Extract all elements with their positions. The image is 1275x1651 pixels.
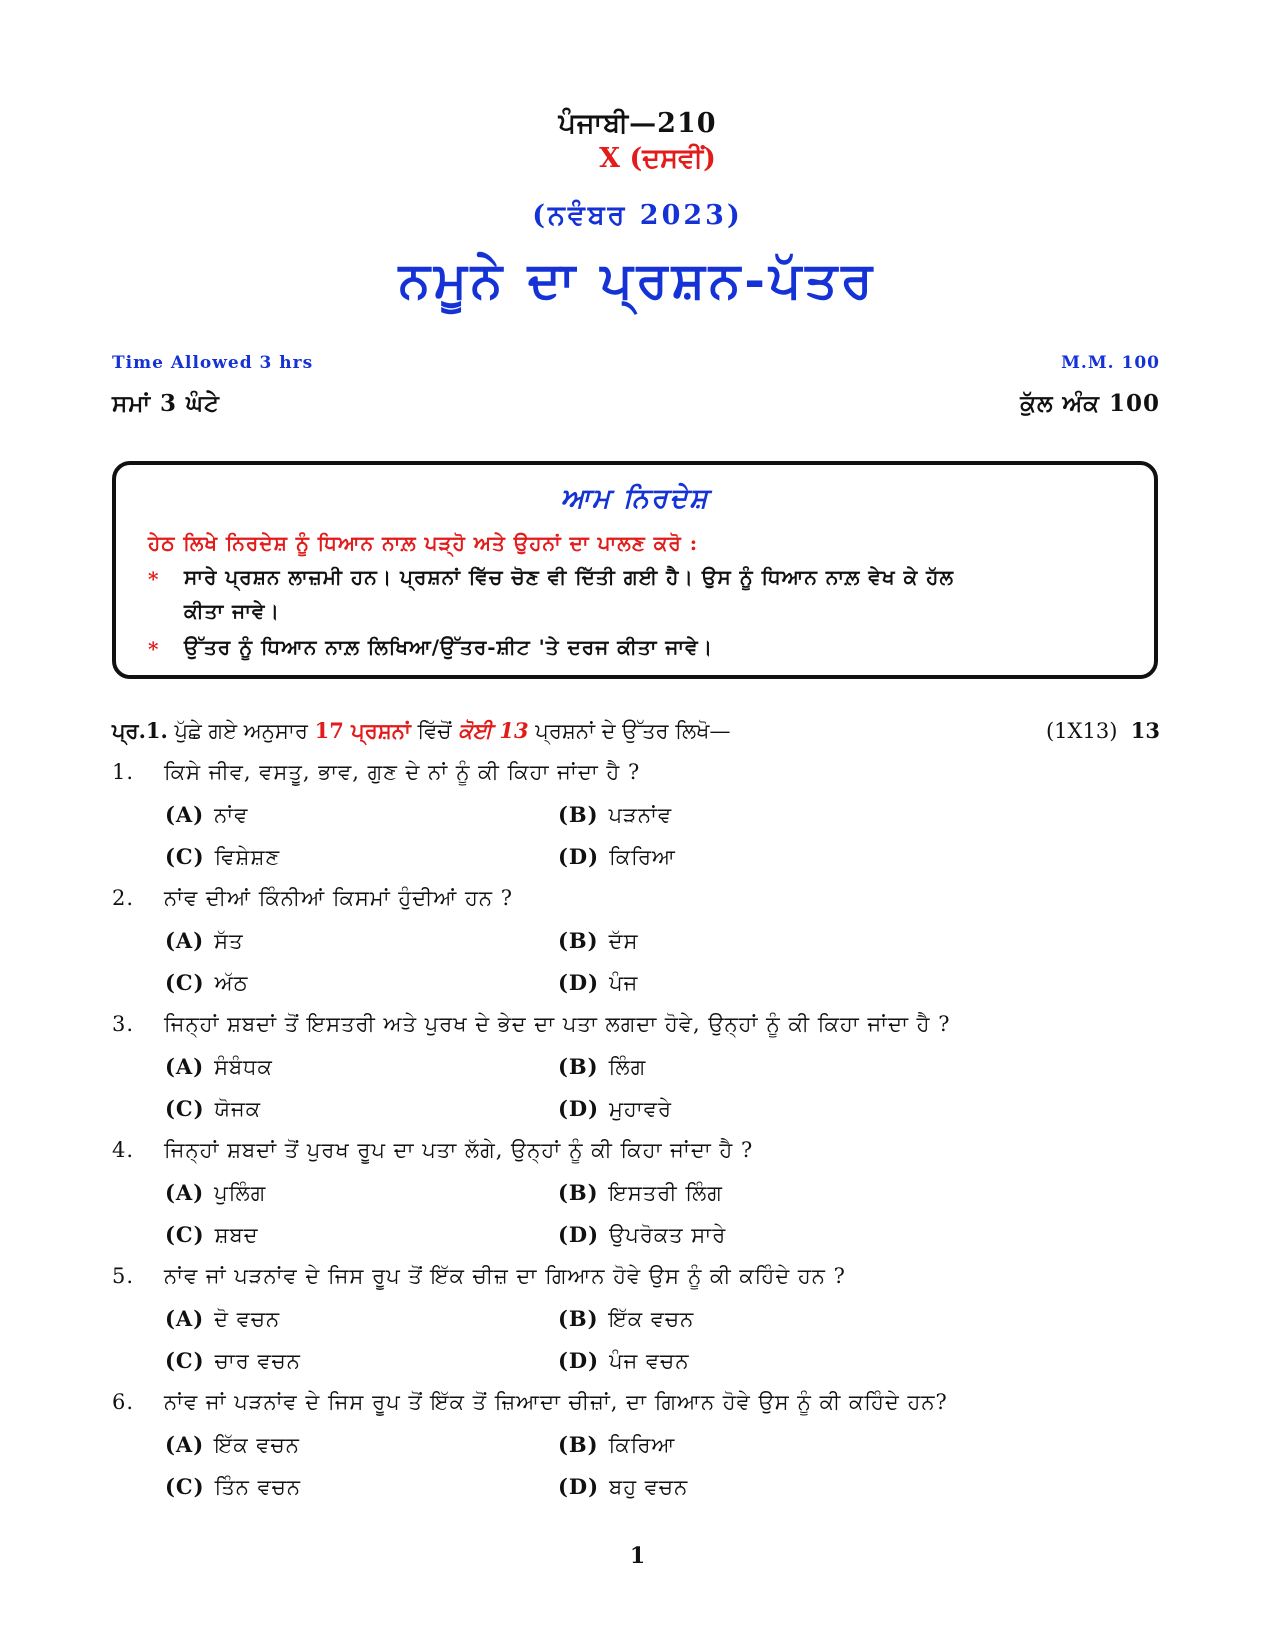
option-text: ਸ਼ਬਦ	[214, 1223, 259, 1247]
question-number: 2.	[112, 886, 135, 910]
option-d	[558, 1096, 672, 1122]
option-text: ਕਿਰਿਆ	[609, 845, 676, 869]
option-text: ਲਿੰਗ	[608, 1055, 647, 1079]
section-text-b: ਵਿੱਚੋਂ	[417, 719, 452, 743]
option-text: ਇੱਕ ਵਚਨ	[214, 1433, 300, 1457]
option-text: ਦੱਸ	[608, 929, 639, 953]
question-2	[112, 886, 513, 911]
bullet-icon: *	[148, 637, 159, 661]
option-b	[558, 1054, 646, 1080]
option-text: ਸੰਬੰਧਕ	[214, 1055, 273, 1079]
option-label: (D)	[558, 844, 600, 869]
option-c	[165, 1096, 261, 1122]
option-text: ਅੱਠ	[214, 971, 249, 995]
option-label: (A)	[165, 1180, 205, 1205]
session-label: (ਨਵੰਬਰ 2023)	[532, 200, 743, 231]
question-1	[112, 760, 640, 785]
question-number: 4.	[112, 1138, 135, 1162]
option-label: (C)	[165, 844, 205, 869]
question-4	[112, 1138, 753, 1163]
section-highlight-choice: ਕੋਈ 13	[458, 718, 529, 743]
option-text: ਪੰਜ ਵਚਨ	[609, 1349, 690, 1373]
option-a	[165, 1054, 273, 1080]
option-a	[165, 1432, 300, 1458]
instruction-item-1-line-1: ਸਾਰੇ ਪ੍ਰਸ਼ਨ ਲਾਜ਼ਮੀ ਹਨ। ਪ੍ਰਸ਼ਨਾਂ ਵਿੱਚ ਚੋਣ ਵੀ ਦਿੱਤੀ ਗਈ ਹੈ। ਉਸ ਨੂੰ ਧਿਆਨ ਨਾਲ਼ ਵੇਖ ਕੇ ਹੱਲ	[184, 565, 954, 589]
option-label: (A)	[165, 928, 205, 953]
bullet-icon: *	[148, 567, 159, 591]
option-label: (A)	[165, 802, 205, 827]
option-text: ਮੁਹਾਵਰੇ	[609, 1097, 672, 1121]
section-highlight-count: 17 ਪ੍ਰਸ਼ਨਾਂ	[314, 718, 411, 743]
section-text-c: ਪ੍ਰਸ਼ਨਾਂ ਦੇ ਉੱਤਰ ਲਿਖੋ—	[535, 719, 731, 743]
option-b	[558, 1180, 723, 1206]
option-a	[165, 1306, 280, 1332]
option-b	[558, 1306, 694, 1332]
page-title: ਨਮੂਨੇ ਦਾ ਪ੍ਰਸ਼ਨ-ਪੱਤਰ	[398, 250, 877, 309]
option-label: (C)	[165, 1222, 205, 1247]
question-text: ਜਿਨ੍ਹਾਂ ਸ਼ਬਦਾਂ ਤੋਂ ਪੁਰਖ ਰੂਪ ਦਾ ਪਤਾ ਲੱਗੇ, ਉਨ੍ਹਾਂ ਨੂੰ ਕੀ ਕਿਹਾ ਜਾਂਦਾ ਹੈ ?	[164, 1138, 754, 1162]
option-text: ਕਿਰਿਆ	[608, 1433, 676, 1457]
option-b	[558, 1432, 675, 1458]
option-d	[558, 1222, 726, 1248]
section-text-a: ਪੁੱਛੇ ਗਏ ਅਨੁਸਾਰ	[174, 719, 308, 743]
option-c	[165, 1222, 259, 1248]
question-text: ਨਾਂਵ ਜਾਂ ਪੜਨਾਂਵ ਦੇ ਜਿਸ ਰੂਪ ਤੋਂ ਇੱਕ ਤੋਂ ਜ਼ਿਆਦਾ ਚੀਜ਼ਾਂ, ਦਾ ਗਿਆਨ ਹੋਵੇ ਉਸ ਨੂੰ ਕੀ ਕਹਿੰਦੇ ਹਨ?	[164, 1390, 948, 1414]
instruction-item-2: ਉੱਤਰ ਨੂੰ ਧਿਆਨ ਨਾਲ਼ ਲਿਖਿਆ/ਉੱਤਰ-ਸ਼ੀਟ 'ਤੇ ਦਰਜ ਕੀਤਾ ਜਾਵੇ।	[184, 635, 714, 659]
option-text: ਵਿਸ਼ੇਸ਼ਣ	[214, 845, 281, 869]
option-d	[558, 970, 638, 996]
option-d	[558, 1474, 688, 1500]
option-text: ਪੁਲਿੰਗ	[214, 1181, 267, 1205]
instructions-intro: ਹੇਠ ਲਿਖੇ ਨਿਰਦੇਸ਼ ਨੂੰ ਧਿਆਨ ਨਾਲ਼ ਪੜ੍ਹੋ ਅਤੇ ਉਹਨਾਂ ਦਾ ਪਾਲਣ ਕਰੋ :	[148, 531, 699, 555]
option-b	[558, 802, 672, 828]
option-label: (B)	[558, 928, 599, 953]
page-number: 1	[629, 1543, 646, 1569]
option-b	[558, 928, 639, 954]
question-3	[112, 1012, 951, 1037]
time-allowed-en: Time Allowed 3 hrs	[112, 353, 314, 373]
option-a	[165, 928, 244, 954]
option-label: (D)	[558, 1474, 600, 1499]
option-text: ਇਸਤਰੀ ਲਿੰਗ	[608, 1181, 723, 1205]
instruction-item-1-line-2: ਕੀਤਾ ਜਾਵੇ।	[184, 599, 280, 623]
question-text: ਕਿਸੇ ਜੀਵ, ਵਸਤੂ, ਭਾਵ, ਗੁਣ ਦੇ ਨਾਂ ਨੂੰ ਕੀ ਕਿਹਾ ਜਾਂਦਾ ਹੈ ?	[164, 760, 641, 784]
option-a	[165, 802, 248, 828]
option-label: (C)	[165, 1096, 205, 1121]
section-marks	[1046, 718, 1160, 743]
option-c	[165, 1474, 301, 1500]
option-label: (B)	[558, 1054, 599, 1079]
option-d	[558, 844, 676, 870]
option-d	[558, 1348, 689, 1374]
option-c	[165, 970, 248, 996]
option-label: (C)	[165, 1474, 205, 1499]
option-label: (B)	[558, 1180, 599, 1205]
section-label: ਪ੍ਰ.1.	[112, 718, 168, 743]
question-text: ਨਾਂਵ ਦੀਆਂ ਕਿੰਨੀਆਂ ਕਿਸਮਾਂ ਹੁੰਦੀਆਂ ਹਨ ?	[164, 886, 513, 910]
option-text: ਨਾਂਵ	[214, 803, 249, 827]
option-text: ਪੜਨਾਂਵ	[608, 803, 673, 827]
option-text: ਦੋ ਵਚਨ	[214, 1307, 281, 1331]
question-text: ਜਿਨ੍ਹਾਂ ਸ਼ਬਦਾਂ ਤੋਂ ਇਸਤਰੀ ਅਤੇ ਪੁਰਖ ਦੇ ਭੇਦ ਦਾ ਪਤਾ ਲਗਦਾ ਹੋਵੇ, ਉਨ੍ਹਾਂ ਨੂੰ ਕੀ ਕਿਹਾ ਜਾਂਦਾ ਹੈ ?	[164, 1012, 951, 1036]
option-label: (A)	[165, 1054, 205, 1079]
option-c	[165, 1348, 301, 1374]
max-marks-en: M.M. 100	[1061, 353, 1160, 373]
option-label: (A)	[165, 1432, 205, 1457]
class-label: X (ਦਸਵੀਂ)	[599, 143, 716, 174]
option-c	[165, 844, 280, 870]
max-marks-pa: ਕੁੱਲ ਅੰਕ 100	[1020, 390, 1160, 417]
option-text: ਉਪਰੋਕਤ ਸਾਰੇ	[609, 1223, 727, 1247]
section-marks-total: 13	[1130, 718, 1160, 743]
option-text: ਬਹੁ ਵਚਨ	[609, 1475, 689, 1499]
question-number: 6.	[112, 1390, 135, 1414]
option-text: ਪੰਜ	[609, 971, 639, 995]
option-text: ਇੱਕ ਵਚਨ	[608, 1307, 695, 1331]
option-label: (D)	[558, 970, 600, 995]
option-text: ਸੱਤ	[214, 929, 244, 953]
option-a	[165, 1180, 266, 1206]
time-allowed-pa: ਸਮਾਂ 3 ਘੰਟੇ	[112, 390, 220, 417]
question-5	[112, 1264, 846, 1289]
option-label: (D)	[558, 1348, 600, 1373]
option-label: (B)	[558, 1306, 599, 1331]
option-label: (D)	[558, 1096, 600, 1121]
question-number: 1.	[112, 760, 135, 784]
question-number: 3.	[112, 1012, 135, 1036]
option-label: (C)	[165, 1348, 205, 1373]
option-text: ਯੋਜਕ	[214, 1097, 262, 1121]
option-label: (C)	[165, 970, 205, 995]
option-text: ਚਾਰ ਵਚਨ	[214, 1349, 301, 1373]
question-number: 5.	[112, 1264, 135, 1288]
instructions-title: ਆਮ ਨਿਰਦੇਸ਼	[560, 483, 710, 514]
subject-code: ਪੰਜਾਬੀ—210	[558, 108, 717, 139]
instructions-box	[112, 461, 1158, 679]
section-heading	[112, 718, 1160, 744]
question-text: ਨਾਂਵ ਜਾਂ ਪੜਨਾਂਵ ਦੇ ਜਿਸ ਰੂਪ ਤੋਂ ਇੱਕ ਚੀਜ਼ ਦਾ ਗਿਆਨ ਹੋਵੇ ਉਸ ਨੂੰ ਕੀ ਕਹਿੰਦੇ ਹਨ ?	[164, 1264, 846, 1288]
option-label: (B)	[558, 802, 599, 827]
section-marks-split: (1X13)	[1045, 719, 1118, 743]
question-6	[112, 1390, 948, 1415]
option-text: ਤਿੰਨ ਵਚਨ	[214, 1475, 302, 1499]
option-label: (D)	[558, 1222, 600, 1247]
option-label: (B)	[558, 1432, 599, 1457]
option-label: (A)	[165, 1306, 205, 1331]
